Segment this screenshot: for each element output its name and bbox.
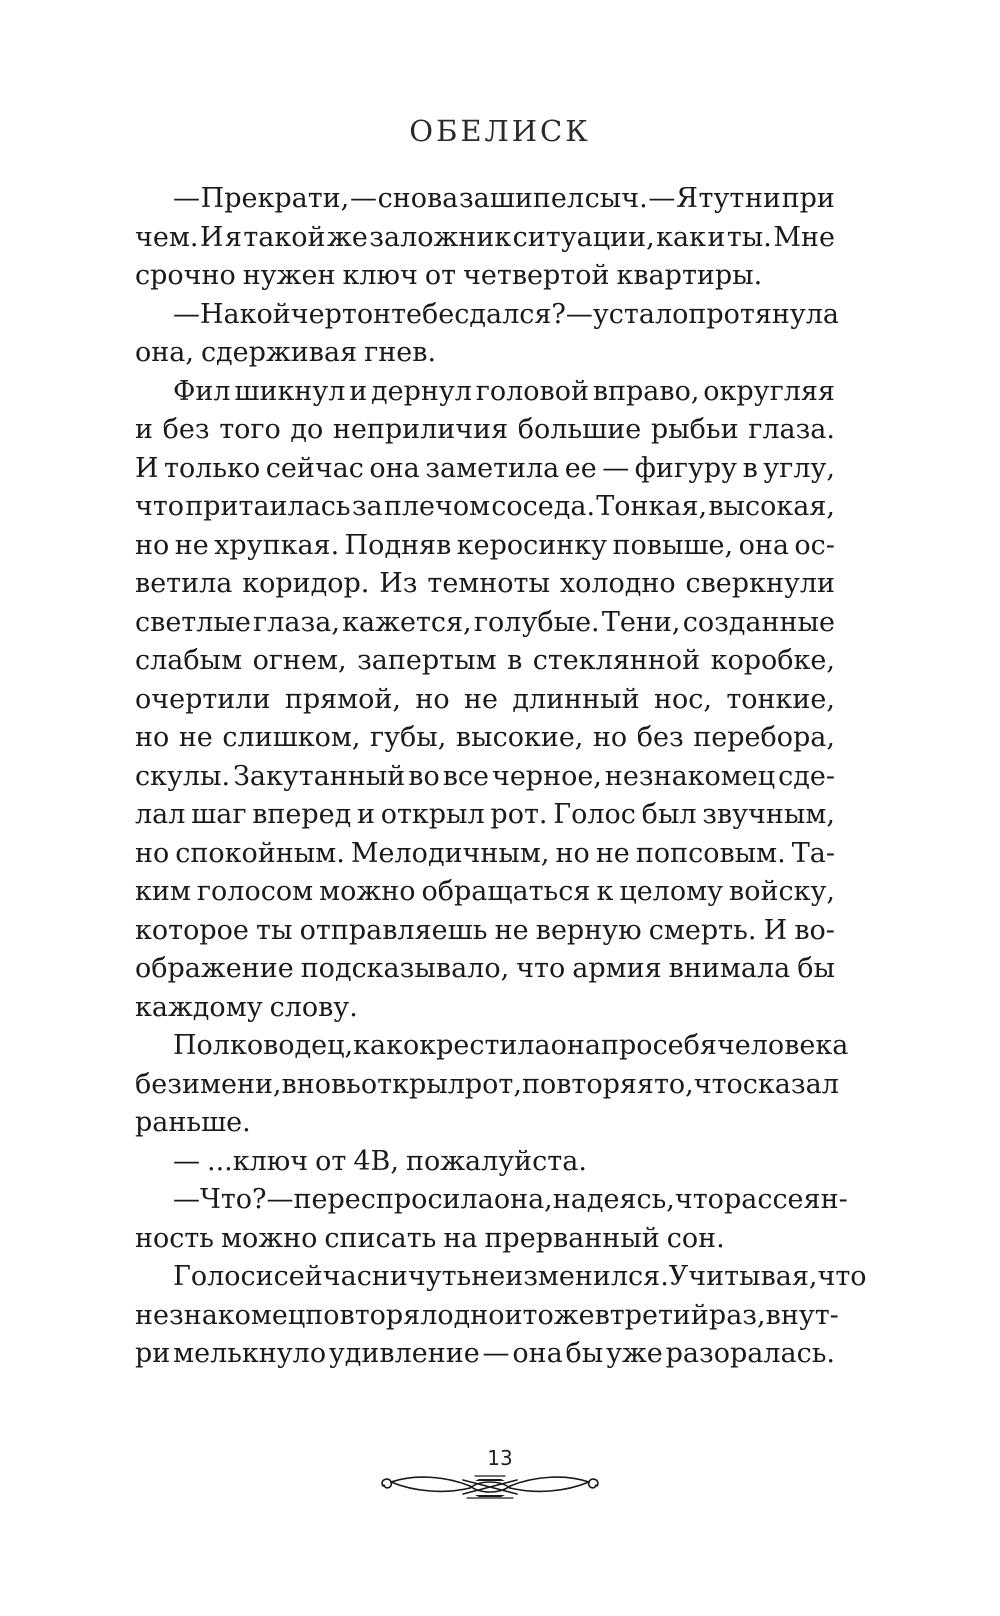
word: звучным, bbox=[702, 799, 835, 830]
word: которое bbox=[135, 914, 249, 946]
word: как bbox=[353, 1030, 403, 1061]
word: — bbox=[565, 298, 593, 330]
word: ос- bbox=[794, 529, 835, 561]
word: рассеян- bbox=[723, 1184, 848, 1215]
word: открыл bbox=[360, 1068, 465, 1100]
word: большие bbox=[517, 414, 642, 445]
word: нос, bbox=[653, 683, 712, 715]
word: же bbox=[327, 221, 368, 253]
word: не bbox=[464, 683, 498, 715]
text-line bbox=[135, 219, 835, 258]
text-line bbox=[135, 257, 835, 296]
word: что bbox=[674, 1184, 724, 1215]
word: как bbox=[656, 221, 706, 253]
word: головой bbox=[475, 375, 590, 407]
word: Я bbox=[676, 183, 698, 214]
text-line bbox=[135, 373, 835, 412]
word: надеясь, bbox=[552, 1184, 675, 1215]
word: без bbox=[636, 722, 684, 753]
word: И bbox=[135, 452, 159, 484]
word: что bbox=[693, 1068, 743, 1100]
word: ни bbox=[744, 183, 781, 214]
word: дернул bbox=[371, 375, 472, 407]
word: неприличия bbox=[332, 414, 509, 445]
word: имени, bbox=[181, 1068, 282, 1100]
word: слишком, bbox=[222, 722, 361, 753]
word: армия bbox=[572, 953, 662, 984]
word: изменился. bbox=[505, 1261, 669, 1292]
word: разоралась. bbox=[665, 1338, 835, 1369]
word: — bbox=[482, 1338, 510, 1369]
word: но bbox=[592, 722, 628, 753]
word: углу, bbox=[763, 452, 835, 484]
word: сверкнули bbox=[685, 568, 835, 599]
word: ты. bbox=[726, 221, 772, 253]
word: глаза. bbox=[748, 414, 835, 445]
word: — bbox=[602, 452, 630, 484]
word: Прекрати, bbox=[200, 183, 350, 214]
word: высокая, bbox=[708, 491, 835, 522]
word: Та- bbox=[791, 837, 835, 869]
word: — bbox=[349, 183, 377, 214]
word: к bbox=[596, 876, 614, 907]
text-line bbox=[135, 719, 835, 758]
word: фигуру bbox=[634, 452, 738, 484]
word: Подняв bbox=[344, 529, 452, 561]
word: не bbox=[178, 722, 213, 753]
word: темноты bbox=[427, 568, 550, 599]
word: Мелодичным, bbox=[350, 837, 550, 869]
word: незнакомец bbox=[135, 1299, 306, 1331]
word: был bbox=[641, 799, 697, 830]
word: огнем, bbox=[252, 645, 347, 676]
word: зашипел bbox=[458, 183, 584, 214]
word: спокойным. bbox=[175, 837, 345, 869]
text-line bbox=[135, 334, 835, 373]
word: внут- bbox=[765, 1299, 839, 1331]
text-line bbox=[135, 873, 835, 912]
word: и bbox=[504, 1299, 523, 1331]
word: от bbox=[424, 260, 457, 291]
word: она bbox=[738, 529, 789, 561]
word: ситуации, bbox=[512, 221, 655, 253]
word: квартиры. bbox=[616, 260, 763, 291]
word: Голос bbox=[553, 799, 636, 830]
word: не bbox=[595, 837, 630, 869]
word: она, bbox=[135, 337, 194, 368]
word: раз, bbox=[708, 1299, 766, 1331]
word: верную bbox=[535, 914, 642, 946]
word: — bbox=[173, 183, 200, 214]
word: во- bbox=[794, 914, 835, 946]
word: слову. bbox=[269, 991, 358, 1023]
word: Голос bbox=[173, 1261, 256, 1292]
word: — bbox=[266, 1184, 294, 1215]
word: подсказывало, bbox=[300, 953, 510, 984]
word: того bbox=[219, 414, 281, 445]
word: Мне bbox=[773, 221, 835, 253]
word: до bbox=[290, 414, 324, 445]
word: созданные bbox=[682, 606, 835, 638]
word: и bbox=[349, 375, 368, 407]
word: шаг bbox=[191, 799, 247, 830]
word: бы bbox=[565, 1338, 604, 1369]
word: ты bbox=[256, 914, 293, 946]
word: на bbox=[443, 1222, 478, 1254]
text-line bbox=[135, 1220, 835, 1259]
text-line bbox=[135, 296, 840, 335]
text-line bbox=[135, 835, 835, 874]
word: — bbox=[648, 183, 676, 214]
word: ким bbox=[135, 876, 191, 907]
word: себя bbox=[652, 1030, 717, 1061]
word: мелькнуло bbox=[173, 1338, 327, 1369]
word: сдерживая bbox=[200, 337, 358, 368]
word: сказал bbox=[742, 1068, 839, 1100]
word: коридор. bbox=[242, 568, 370, 599]
word: черт bbox=[290, 298, 357, 330]
word: Что? bbox=[200, 1184, 267, 1215]
word: он bbox=[356, 298, 392, 330]
word: пожалуйста. bbox=[405, 1145, 587, 1177]
flourish-ornament-icon bbox=[375, 1468, 605, 1508]
word: Из bbox=[379, 568, 418, 599]
text-line bbox=[135, 681, 835, 720]
text-line bbox=[135, 1027, 849, 1066]
word: незнакомец bbox=[604, 760, 776, 792]
word: сыч. bbox=[584, 183, 648, 214]
word: тонкие, bbox=[726, 683, 835, 715]
word: без bbox=[162, 414, 210, 445]
word: прямой, bbox=[284, 683, 401, 715]
word: она, bbox=[493, 1184, 553, 1215]
word: И bbox=[199, 221, 224, 253]
word: прерванный bbox=[484, 1222, 660, 1254]
word: снова bbox=[377, 183, 459, 214]
word: черное, bbox=[491, 760, 602, 792]
word: длинный bbox=[512, 683, 640, 715]
word: ветила bbox=[135, 568, 233, 599]
word: перебора, bbox=[693, 722, 835, 753]
word: сон. bbox=[666, 1222, 725, 1254]
word: что bbox=[817, 1261, 867, 1292]
word: светлые bbox=[135, 606, 251, 638]
word: что bbox=[135, 491, 185, 522]
word: 4В, bbox=[353, 1145, 399, 1177]
word: кой bbox=[239, 298, 291, 330]
text-line bbox=[135, 1104, 835, 1143]
word: во bbox=[408, 760, 440, 792]
word: все bbox=[442, 760, 489, 792]
word: но bbox=[135, 529, 170, 561]
text-line bbox=[135, 180, 835, 219]
word: Закутанный bbox=[233, 760, 406, 792]
word: но bbox=[555, 837, 590, 869]
word: списать bbox=[324, 1222, 437, 1254]
word: срочно bbox=[135, 260, 236, 291]
word: она bbox=[512, 1338, 563, 1369]
word: чем. bbox=[135, 221, 199, 253]
word: что bbox=[516, 953, 566, 984]
word: только bbox=[164, 452, 261, 484]
text-line bbox=[135, 950, 835, 989]
word: притаилась bbox=[185, 491, 351, 522]
word: округляя bbox=[703, 375, 835, 407]
word: ри bbox=[135, 1338, 171, 1369]
word: вновь bbox=[281, 1068, 361, 1100]
word: без bbox=[135, 1068, 182, 1100]
word: шикнул bbox=[234, 375, 346, 407]
word: я bbox=[224, 221, 242, 253]
word: она bbox=[550, 1030, 602, 1061]
word: заложник bbox=[369, 221, 512, 253]
word: Полководец, bbox=[173, 1030, 354, 1061]
text-line bbox=[135, 1297, 839, 1336]
text-line bbox=[135, 989, 835, 1028]
word: открыл bbox=[380, 799, 485, 830]
word: одно bbox=[437, 1299, 505, 1331]
word: кажется, bbox=[342, 606, 472, 638]
word: отправляешь bbox=[299, 914, 488, 946]
word: от bbox=[315, 1145, 347, 1177]
word: лал bbox=[135, 799, 186, 830]
word: И bbox=[763, 914, 788, 946]
word: Тени, bbox=[601, 606, 681, 638]
word: раньше. bbox=[135, 1107, 251, 1138]
word: обращаться bbox=[421, 876, 591, 907]
text-line bbox=[135, 1143, 835, 1182]
word: можно bbox=[319, 876, 416, 907]
word: уже bbox=[606, 1338, 663, 1369]
word: человека bbox=[716, 1030, 849, 1061]
word: Фил bbox=[173, 375, 231, 407]
text-line bbox=[135, 1181, 848, 1220]
word: за bbox=[351, 491, 383, 522]
word: — bbox=[173, 1145, 200, 1177]
word: заметила bbox=[425, 452, 560, 484]
word: гнев. bbox=[364, 337, 437, 368]
word: и bbox=[135, 414, 153, 445]
body-text bbox=[135, 180, 867, 1374]
word: ображение bbox=[135, 953, 294, 984]
word: в bbox=[594, 1299, 610, 1331]
word: то bbox=[522, 1299, 554, 1331]
word: не bbox=[494, 914, 529, 946]
word: стеклянной bbox=[532, 645, 701, 676]
text-line bbox=[135, 796, 835, 835]
text-line bbox=[135, 1258, 867, 1297]
word: ность bbox=[135, 1222, 215, 1254]
word: такой bbox=[243, 221, 326, 253]
word: — bbox=[173, 298, 200, 330]
word: удивление bbox=[328, 1338, 480, 1369]
word: целому bbox=[619, 876, 723, 907]
word: при bbox=[781, 183, 835, 214]
word: повыше, bbox=[612, 529, 734, 561]
text-line bbox=[135, 912, 835, 951]
word: хрупкая. bbox=[214, 529, 340, 561]
word: запертым bbox=[357, 645, 497, 676]
word: переспросила bbox=[293, 1184, 494, 1215]
word: вправо, bbox=[592, 375, 700, 407]
word: попсовым. bbox=[635, 837, 786, 869]
word: рот. bbox=[490, 799, 548, 830]
word: и bbox=[356, 799, 375, 830]
word: тут bbox=[698, 183, 745, 214]
word: каждому bbox=[135, 991, 263, 1023]
word: сейчас bbox=[273, 1261, 372, 1292]
word: слабым bbox=[135, 645, 243, 676]
word: голубые. bbox=[473, 606, 600, 638]
word: высокие, bbox=[455, 722, 584, 753]
word: но bbox=[135, 722, 170, 753]
word: — bbox=[173, 1184, 200, 1215]
word: коробке, bbox=[710, 645, 835, 676]
word: ключ bbox=[342, 260, 418, 291]
word: Тонкая, bbox=[596, 491, 708, 522]
text-line bbox=[135, 1335, 835, 1374]
word: тебе bbox=[391, 298, 455, 330]
word: сде- bbox=[778, 760, 835, 792]
word: губы, bbox=[369, 722, 447, 753]
word: ее bbox=[564, 452, 597, 484]
text-line bbox=[135, 488, 835, 527]
text-line bbox=[135, 527, 835, 566]
word: и bbox=[707, 221, 726, 253]
word: не bbox=[471, 1261, 506, 1292]
page-number: 13 bbox=[487, 1446, 513, 1470]
text-line bbox=[135, 758, 835, 797]
word: сдался? bbox=[454, 298, 566, 330]
word: смерть. bbox=[648, 914, 757, 946]
word: и bbox=[255, 1261, 274, 1292]
word: устало bbox=[592, 298, 689, 330]
text-line bbox=[135, 642, 835, 681]
text-line bbox=[135, 565, 835, 604]
word: повторял bbox=[305, 1299, 438, 1331]
word: ничуть bbox=[371, 1261, 472, 1292]
text-line bbox=[135, 604, 835, 643]
word: соседа. bbox=[491, 491, 596, 522]
word: войску, bbox=[729, 876, 835, 907]
word: окрестила bbox=[402, 1030, 551, 1061]
running-head: ОБЕЛИСК bbox=[409, 114, 591, 148]
word: же bbox=[553, 1299, 595, 1331]
word: плечом bbox=[383, 491, 491, 522]
word: скулы. bbox=[135, 760, 231, 792]
word: в bbox=[742, 452, 758, 484]
word: вперед bbox=[252, 799, 352, 830]
word: но bbox=[415, 683, 450, 715]
word: то, bbox=[653, 1068, 694, 1100]
text-line bbox=[135, 450, 835, 489]
word: На bbox=[200, 298, 240, 330]
word: глаза, bbox=[253, 606, 340, 638]
word: керосинку bbox=[456, 529, 608, 561]
word: нужен bbox=[242, 260, 336, 291]
word: рыбьи bbox=[650, 414, 739, 445]
word: очертили bbox=[135, 683, 271, 715]
word: но bbox=[135, 837, 170, 869]
word: холодно bbox=[559, 568, 676, 599]
word: внимала bbox=[668, 953, 791, 984]
word: протянула bbox=[688, 298, 840, 330]
word: про bbox=[601, 1030, 653, 1061]
word: голосом bbox=[196, 876, 314, 907]
word: она bbox=[369, 452, 420, 484]
word: повторяя bbox=[521, 1068, 654, 1100]
word: бы bbox=[797, 953, 835, 984]
word: четвертой bbox=[463, 260, 610, 291]
word: Учитывая, bbox=[668, 1261, 818, 1292]
text-line bbox=[135, 411, 835, 450]
word: не bbox=[174, 529, 209, 561]
word: ...ключ bbox=[207, 1145, 309, 1177]
word: в bbox=[507, 645, 523, 676]
text-line bbox=[135, 1066, 839, 1105]
word: рот, bbox=[464, 1068, 522, 1100]
word: сейчас bbox=[265, 452, 364, 484]
word: можно bbox=[221, 1222, 318, 1254]
word: третий bbox=[609, 1299, 709, 1331]
